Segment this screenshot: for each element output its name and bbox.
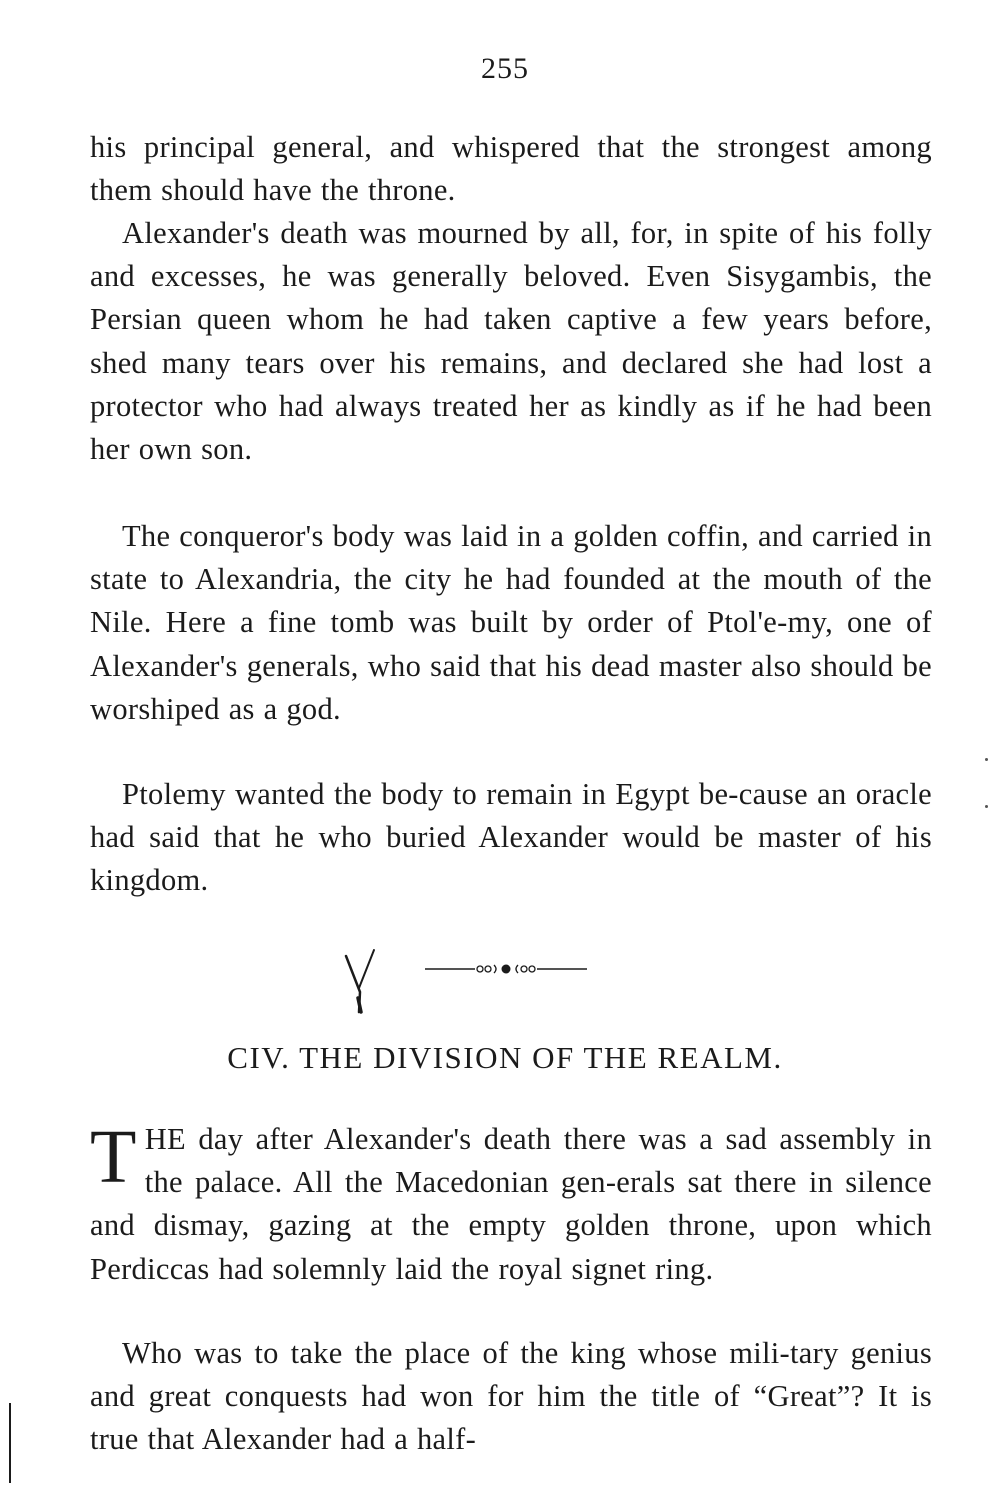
- margin-speck: [985, 758, 988, 761]
- chapter-first-paragraph: [90, 1115, 932, 1291]
- paragraph-golden-coffin: The conqueror's body was laid in a golden coffin, and carried in state to Alexandria, the city he had founded at the mouth of the Nile. Here a fine tomb was built by order of Ptol'e-my, one of Alexander's generals, who said that his dead master also should be worshiped as a god.: [90, 519, 932, 726]
- paragraph-mourning: Alexander's death was mourned by all, for, in spite of his folly and excesses, he was generally beloved. Even Sisygambis, the Persian queen whom he had taken captive a few years before, shed many tears over his remains, and declared she had lost a protector who had always treated her as kindly as if he had been her own son.: [90, 216, 932, 467]
- margin-speck: [985, 805, 988, 808]
- margin-line: [9, 1403, 11, 1483]
- chapter-title: CIV. THE DIVISION OF THE REALM.: [227, 1040, 783, 1075]
- chapter-first-paragraph-text: HE day after Alexander's death there was a sad assembly in the palace. All the Macedonian gen-erals sat there in silence and dismay, gazing at the empty golden throne, upon which Perdiccas had solemnly laid the royal signet ring.: [90, 1122, 932, 1286]
- check-mark-icon: [342, 948, 382, 1016]
- decorative-rule-icon: [425, 962, 587, 976]
- chapter-second-paragraph: Who was to take the place of the king whose mili-tary genius and great conquests had won for him the title of “Great”? It is true that Alexander had a half-: [90, 1336, 932, 1457]
- dropcap: T: [90, 1115, 137, 1199]
- paragraph-ptolemy: Ptolemy wanted the body to remain in Egypt be-cause an oracle had said that he who buried Alexander would be master of his kingdom.: [90, 777, 932, 898]
- paragraph-continuation: his principal general, and whispered that the strongest among them should have the throne.: [90, 130, 932, 208]
- page-number: 255: [481, 52, 529, 85]
